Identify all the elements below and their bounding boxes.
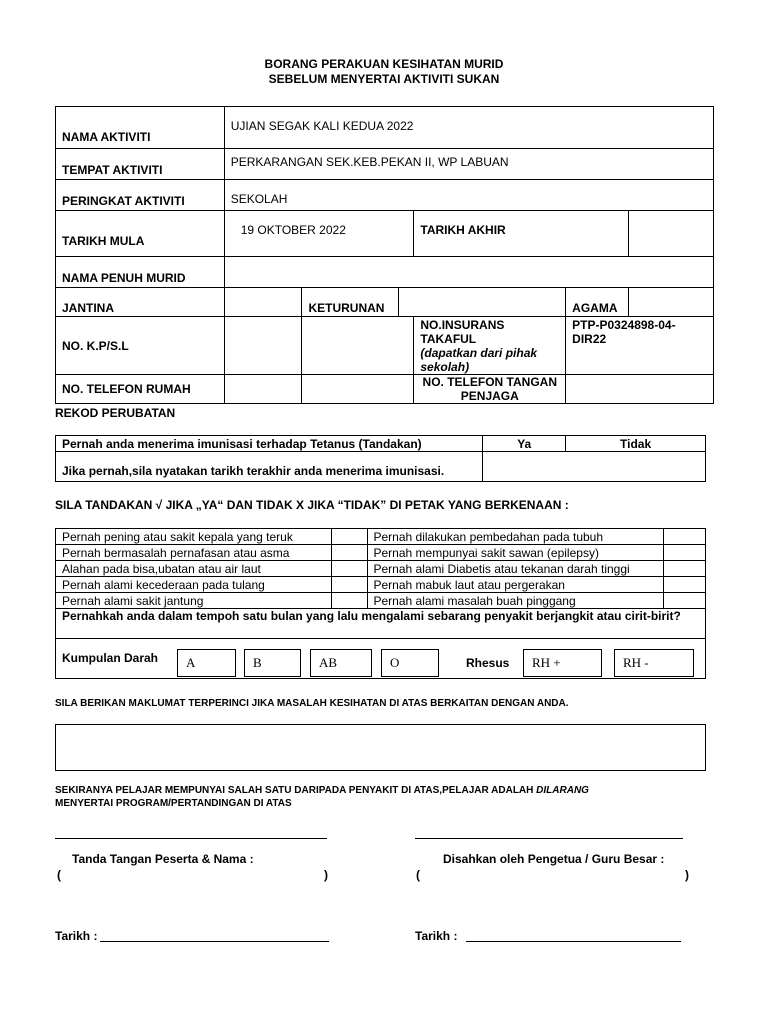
sig-right-line[interactable] <box>415 838 683 839</box>
condition-row <box>56 577 706 593</box>
sig-right-open-paren: ( <box>416 868 420 882</box>
immunisation-table <box>55 435 706 482</box>
tarikh-left-label: Tarikh : <box>55 929 98 943</box>
insurans-label-cell <box>414 317 566 375</box>
jantina-value[interactable] <box>224 288 302 317</box>
tarikh-right-label: Tarikh : <box>415 929 458 943</box>
maklumat-box[interactable] <box>55 724 706 771</box>
tarikh-mula-value[interactable]: 19 OKTOBER 2022 <box>224 211 414 257</box>
tidak-option[interactable]: Tidak <box>566 436 706 452</box>
darah-a-box[interactable]: A <box>177 649 236 677</box>
condition-row <box>56 593 706 609</box>
tarikh-imunisasi-value[interactable] <box>483 452 706 482</box>
tarikh-imunisasi-question: Jika pernah,sila nyatakan tarikh terakhir anda menerima imunisasi. <box>56 452 483 482</box>
jantina-label: JANTINA <box>56 288 225 317</box>
tel-rumah-label: NO. TELEFON RUMAH <box>56 375 225 404</box>
condition-label: Pernah alami Diabetis atau tekanan darah tinggi <box>367 561 664 577</box>
darah-ab-box[interactable]: AB <box>310 649 372 677</box>
sig-left-close-paren: ) <box>324 868 328 882</box>
condition-row <box>56 545 706 561</box>
nama-penuh-label: NAMA PENUH MURID <box>56 257 225 288</box>
condition-checkbox[interactable] <box>331 593 367 609</box>
condition-label: Pernah bermasalah pernafasan atau asma <box>56 545 332 561</box>
tempat-label: TEMPAT AKTIVITI <box>56 149 225 180</box>
peringkat-value[interactable]: SEKOLAH <box>224 180 713 211</box>
rhesus-label: Rhesus <box>466 656 510 670</box>
form-title: BORANG PERAKUAN KESIHATAN MURID <box>264 57 504 71</box>
condition-checkbox[interactable] <box>331 529 367 545</box>
darah-o-box[interactable]: O <box>381 649 439 677</box>
tempat-value[interactable]: PERKARANGAN SEK.KEB.PEKAN II, WP LABUAN <box>224 149 713 180</box>
form-subtitle: SEBELUM MENYERTAI AKTIVITI SUKAN <box>268 72 500 86</box>
rh-negative-box[interactable]: RH - <box>614 649 694 677</box>
tel-penjaga-label: NO. TELEFON TANGAN PENJAGA <box>414 375 566 404</box>
agama-value[interactable] <box>629 288 714 317</box>
tarikh-akhir-value[interactable] <box>629 211 714 257</box>
tarikh-mula-label: TARIKH MULA <box>56 211 225 257</box>
condition-checkbox[interactable] <box>664 529 706 545</box>
condition-label: Pernah pening atau sakit kepala yang teruk <box>56 529 332 545</box>
instruction-text: SILA TANDAKAN √ JIKA „YA“ DAN TIDAK X JIKA “TIDAK” DI PETAK YANG BERKENAAN : <box>55 498 569 512</box>
rekod-heading: REKOD PERUBATAN <box>55 406 176 420</box>
condition-checkbox[interactable] <box>331 545 367 561</box>
condition-checkbox[interactable] <box>664 577 706 593</box>
nama-aktiviti-value[interactable]: UJIAN SEGAK KALI KEDUA 2022 <box>224 107 713 149</box>
sig-left-label: Tanda Tangan Peserta & Nama : <box>72 852 254 866</box>
sig-left-line[interactable] <box>55 838 327 839</box>
condition-checkbox[interactable] <box>664 593 706 609</box>
tarikh-left-line[interactable] <box>100 941 329 942</box>
maklumat-heading: SILA BERIKAN MAKLUMAT TERPERINCI JIKA MASALAH KESIHATAN DI ATAS BERKAITAN DENGAN ANDA. <box>55 698 569 709</box>
tarikh-right-line[interactable] <box>466 941 681 942</box>
sig-left-open-paren: ( <box>57 868 61 882</box>
keturunan-value[interactable] <box>399 288 566 317</box>
tel-rumah-value[interactable] <box>224 375 302 404</box>
darah-b-box[interactable]: B <box>244 649 301 677</box>
condition-checkbox[interactable] <box>331 561 367 577</box>
warning-text <box>55 784 715 810</box>
condition-row <box>56 561 706 577</box>
kp-value-2[interactable] <box>302 317 414 375</box>
condition-checkbox[interactable] <box>664 545 706 561</box>
condition-label: Pernah alami sakit jantung <box>56 593 332 609</box>
tel-rumah-value-2[interactable] <box>302 375 414 404</box>
info-table <box>55 106 714 404</box>
kp-value[interactable] <box>224 317 302 375</box>
warning-emphasis: DILARANG <box>536 785 589 796</box>
warning-part2: MENYERTAI PROGRAM/PERTANDINGAN DI ATAS <box>55 798 292 809</box>
tel-penjaga-value[interactable] <box>566 375 714 404</box>
rh-positive-box[interactable]: RH + <box>523 649 602 677</box>
insurans-note: (dapatkan dari pihak sekolah) <box>420 346 538 374</box>
warning-part1: SEKIRANYA PELAJAR MEMPUNYAI SALAH SATU DARIPADA PENYAKIT DI ATAS,PELAJAR ADALAH <box>55 785 537 796</box>
peringkat-label: PERINGKAT AKTIVITI <box>56 180 225 211</box>
condition-label: Pernah mabuk laut atau pergerakan <box>367 577 664 593</box>
condition-label: Pernah mempunyai sakit sawan (epilepsy) <box>367 545 664 561</box>
condition-label: Pernah alami kecederaan pada tulang <box>56 577 332 593</box>
agama-label: AGAMA <box>566 288 629 317</box>
insurans-value[interactable]: PTP-P0324898-04-DIR22 <box>566 317 714 375</box>
tetanus-question: Pernah anda menerima imunisasi terhadap Tetanus (Tandakan) <box>56 436 483 452</box>
ya-option[interactable]: Ya <box>483 436 566 452</box>
condition-checkbox[interactable] <box>664 561 706 577</box>
insurans-label: NO.INSURANS TAKAFUL <box>420 318 505 346</box>
sig-right-close-paren: ) <box>685 868 689 882</box>
keturunan-label: KETURUNAN <box>302 288 399 317</box>
condition-row <box>56 529 706 545</box>
nama-aktiviti-label: NAMA AKTIVITI <box>56 107 225 149</box>
condition-label: Alahan pada bisa,ubatan atau air laut <box>56 561 332 577</box>
condition-label: Pernah dilakukan pembedahan pada tubuh <box>367 529 664 545</box>
darah-label: Kumpulan Darah <box>62 651 159 665</box>
sig-right-label: Disahkan oleh Pengetua / Guru Besar : <box>443 852 665 866</box>
berjangkit-question: Pernahkah anda dalam tempoh satu bulan yang lalu mengalami sebarang penyakit berjangkit atau cirit-birit? <box>56 609 706 639</box>
condition-label: Pernah alami masalah buah pinggang <box>367 593 664 609</box>
condition-checkbox[interactable] <box>331 577 367 593</box>
kp-label: NO. K.P/S.L <box>56 317 225 375</box>
tarikh-akhir-label: TARIKH AKHIR <box>414 211 629 257</box>
nama-penuh-value[interactable] <box>224 257 713 288</box>
